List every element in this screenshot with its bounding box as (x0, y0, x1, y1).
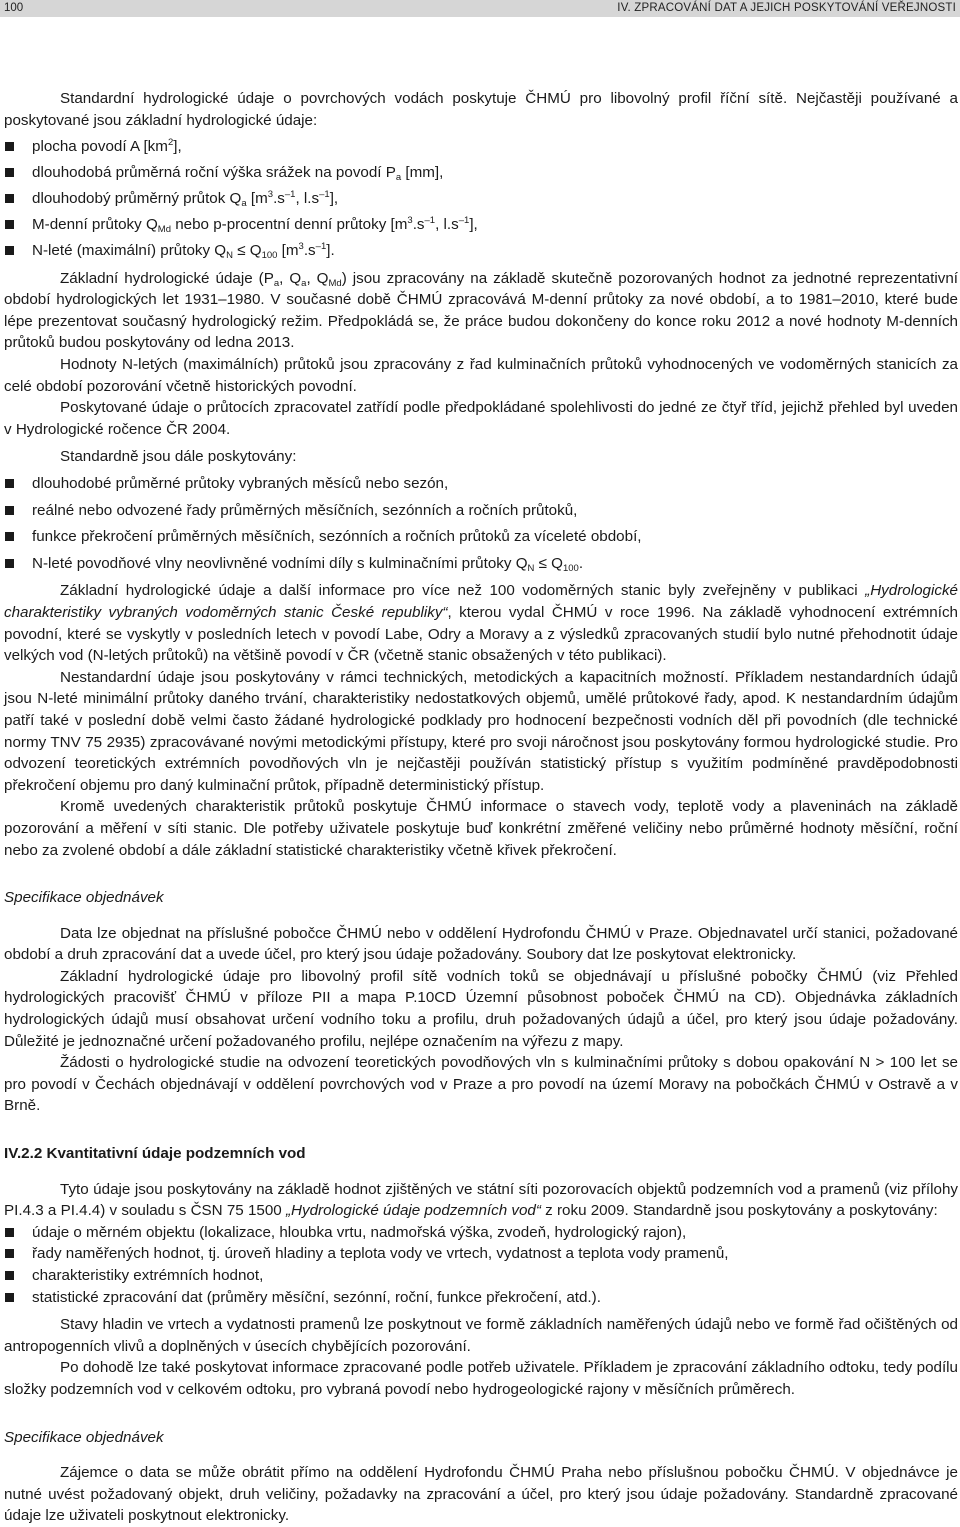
running-title: IV. ZPRACOVÁNÍ DAT A JEJICH POSKYTOVÁNÍ VEŘEJNOSTI (617, 2, 956, 14)
section-subheading: Specifikace objednávek (4, 889, 164, 907)
list-item: N-leté (maximální) průtoky $Q_N \le Q_{100}$ $[m^3.s^{-1}]$. (4, 240, 958, 262)
page-number: 100 (4, 2, 24, 14)
list-item: plocha povodí A $[km^2]$, (4, 136, 958, 158)
list-item: řady naměřených hodnot, tj. úroveň hladiny a teplota vody ve vrtech, vydatnost a teplota vody pramenů, (4, 1243, 958, 1265)
list-item: údaje o měrném objektu (lokalizace, hloubka vrtu, nadmořská výška, zvodeň, hydrologický rajon), (4, 1222, 958, 1244)
section-subheading: Specifikace objednávek (4, 1428, 164, 1446)
list-item: dlouhodobá průměrná roční výška srážek na povodí $P_a$ [mm], (4, 162, 958, 184)
body-paragraph: Standardně jsou dále poskytovány: (60, 448, 297, 466)
list-item: dlouhodobý průměrný průtok $Q_a$ [$m^3.s^{-1}$, $l.s^{-1}$], (4, 188, 958, 210)
body-paragraph: Zájemce o data se může obrátit přímo na oddělení Hydrofondu ČHMÚ Praha nebo příslušnou pobočku ČHMÚ. V objednávce je nutné uvést požadovaný objekt, druh veličiny, požadavky na zpracování a účel, pro který jsou údaje požadovány. Standardně zpracované údaje lze uživateli poskytnout elektronicky. (4, 1464, 958, 1525)
body-paragraph: Tyto údaje jsou poskytovány na základě hodnot zjištěných ve státní síti pozorovacích objektů podzemních vod a pramenů (viz přílohy PI.4.3 a PI.4.4) v souladu s ČSN 75 1500 „Hydrologické údaje podzemních vod“ z roku 2009. Standardně jsou poskytovány a poskytovány: (4, 1180, 958, 1220)
list-item: M-denní průtoky $Q_{Md}$ nebo p-procentní denní průtoky [$m^3.s^{-1}$, $l.s^{-1}$], (4, 214, 958, 236)
body-paragraph: Poskytované údaje o průtocích zpracovatel zatřídí podle předpokládané spolehlivosti do jedné ze čtyř tříd, jejichž přehled byl uveden v Hydrologické ročence ČR 2004. (4, 399, 958, 438)
list-item: reálné nebo odvozené řady průměrných měsíčních, sezónních a ročních průtoků, (4, 500, 958, 522)
page-body (4, 88, 958, 1527)
list-item: funkce překročení průměrných měsíčních, sezónních a ročních průtoků za víceleté období, (4, 526, 958, 548)
list-item: dlouhodobé průměrné průtoky vybraných měsíců nebo sezón, (4, 473, 958, 495)
body-paragraph: Data lze objednat na příslušné pobočce ČHMÚ nebo v oddělení Hydrofondu ČHMÚ v Praze. Objednavatel určí stanici, požadované období a druh zpracování dat a uvede účel, pro který jsou údaje požadovány. Soubory dat lze poskytovat elektronicky. (4, 924, 958, 964)
section-heading: IV.2.2 Kvantitativní údaje podzemních vod (4, 1145, 306, 1163)
body-paragraph: Kromě uvedených charakteristik průtoků poskytuje ČHMÚ informace o stavech vody, teplotě vody a plaveninách na základě pozorování a měření v síti stanic. Dle potřeby uživatele poskytuje buď konkrétní změřené veličiny nebo průměrné hodnoty měsíční, roční nebo za zvolené období a dále základní statistické charakteristiky včetně křivek překročení. (4, 798, 958, 859)
intro-paragraph: Standardní hydrologické údaje o povrchových vodách poskytuje ČHMÚ pro libovolný profil říční sítě. Nejčastěji používané a poskytované jsou základní hydrologické údaje: (4, 90, 958, 129)
groundwater-data-list (4, 1222, 958, 1308)
body-paragraph: Základní hydrologické údaje a další informace pro více než 100 vodoměrných stanic byly zveřejněny v publikaci „Hydrologické charakteristiky vybraných vodoměrných stanic České republiky“, kterou vydal ČHMÚ v roce 1996. Na základě vyhodnocení extrémních povodní, které se vyskytly v posledních letech v povodí Labe, Odry a Moravy a z výsledků zpracovaných studií bylo nutné přehodnotit údaje velkých vod (N-letých průtoků) na většině povodí v ČR (včetně stanic obsažených v této publikaci). (4, 582, 958, 665)
body-paragraph: Základní hydrologické údaje ($P_a$, $Q_a$, $Q_{Md}$) jsou zpracovány na základě skutečně pozorovaných hodnot za jednotné reprezentativní období hydrologických let 1931–1980. V současné době ČHMÚ zpracovává M-denní průtoky za nové období, a to 1981–2010, které bude lépe prezentovat současný hydrologický režim. Předpokládá se, že práce budou dokončeny do konce roku 2012 a nové hodnoty M-denních průtoků budou poskytovány od ledna 2013. (4, 269, 958, 352)
body-paragraph: Po dohodě lze také poskytovat informace zpracované podle potřeb uživatele. Příkladem je zpracování základního odtoku, tedy podílu složky podzemních vod v celkovém odtoku, pro vybraná povodí nebo hydrogeologické rajony v měsíčních průměrech. (4, 1359, 958, 1398)
running-header (0, 0, 960, 17)
standard-data-list (4, 473, 958, 574)
body-paragraph: Stavy hladin ve vrtech a vydatnosti pramenů lze poskytnout ve formě základních naměřených údajů nebo ve formě řad očištěných od antropogenních vlivů a doplněných v úsecích chybějících pozorování. (4, 1316, 958, 1355)
body-paragraph: Žádosti o hydrologické studie na odvození teoretických povodňových vln s kulminačními průtoky s dobou opakování N > 100 let se pro povodí v Čechách objednávají v oddělení povrchových vod v Praze a pro povodí na území Moravy na pobočkách ČHMÚ v Ostravě a v Brně. (4, 1054, 958, 1115)
body-paragraph: Hodnoty N-letých (maximálních) průtoků jsou zpracovány z řad kulminačních průtoků vyhodnocených ve vodoměrných stanicích za celé období pozorování včetně historických povodní. (4, 356, 958, 395)
list-item: N-leté povodňové vlny neovlivněné vodními díly s kulminačními průtoky $Q_N \le Q_{100}$. (4, 553, 958, 575)
body-paragraph: Základní hydrologické údaje pro libovolný profil sítě vodních toků se objednávají u příslušné pobočky ČHMÚ (viz Přehled hydrologických pracovišť ČHMÚ v příloze PII a mapa P.10CD Územní působnost poboček ČHMÚ na CD). Objednávka základních hydrologických údajů musí obsahovat určení vodního toku a profilu, druh požadovaných údajů a účel, pro který jsou údaje požadovány. Důležité je jednoznačné určení požadovaného profilu, nejlépe označením na výřezu z mapy. (4, 967, 958, 1050)
hydrology-basic-list (4, 136, 958, 262)
list-item: statistické zpracování dat (průměry měsíční, sezónní, roční, funkce překročení, atd.). (4, 1287, 958, 1309)
body-paragraph: Nestandardní údaje jsou poskytovány v rámci technických, metodických a kapacitních možností. Příkladem nestandardních údajů jsou N-leté minimální průtoky daného trvání, charakteristiky nedostatkových objemů, umělé průtokové řady, apod. K nestandardním údajům patří také v poslední době velmi často žádané hydrologické podklady pro hodnocení bezpečnosti vodních děl při povodních (dle technické normy TNV 75 2935) zpracovávané novými metodickými přístupy, které pro svoji náročnost jsou poskytovány formou hydrologické studie. Pro odvození teoretických extrémních povodňových vln je nejčastěji používán statistický přístup s využitím podmíněné pravděpodobnosti překročení objemu pro daný kulminační průtok, případně deterministický přístup. (4, 668, 958, 794)
list-item: charakteristiky extrémních hodnot, (4, 1265, 958, 1287)
